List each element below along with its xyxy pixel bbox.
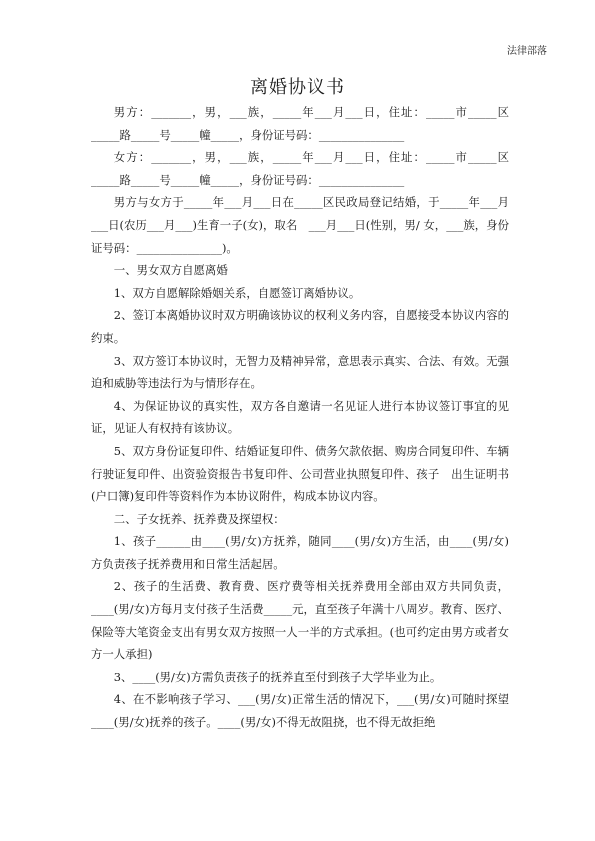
paragraph-marriage-info: 男方与女方于_____年___月___日在_____区民政局登记结婚，于_____年___月___日(农历___月___)生育一子(女)，取名 ___月___日(性别，男/ 女，___族，身份证号码：_______________)。 (91, 195, 509, 255)
section-heading-2: 二、子女抚养、抚养费及探望权： (113, 511, 285, 526)
clause-2-1: 1、孩子______由____(男/女)方抚养，随同____(男/女)方生活，由____(男/女)方负责孩子抚养费用和日常生活起居。 (91, 534, 509, 571)
clause-2-3: 3、____(男/女)方需负责孩子的抚养直至付到孩子大学毕业为止。 (113, 669, 442, 684)
clause-2-2: 2、孩子的生活费、教育费、医疗费等相关抚养费用全部由双方共同负责，____(男/女)方每月支付孩子生活费_____元，直至孩子年满十八周岁。教育、医疗、保险等大笔资金支出有男女双方按照一人一半的方式承担。(也可约定由男方或者女方一人承担) (91, 579, 509, 662)
clause-1-2: 2、签订本离婚协议时双方明确该协议的权利义务内容，自愿接受本协议内容的约束。 (91, 308, 509, 345)
paragraph-female-party: 女方：_______，男，___族，_____年___月___日，住址：_____市_____区_____路_____号_____幢_____，身份证号码：_______________ (91, 150, 509, 187)
clause-1-4: 4、为保证协议的真实性，双方各自邀请一名见证人进行本协议签订事宜的见证，见证人有权持有该协议。 (91, 398, 509, 436)
clause-1-5: 5、双方身份证复印件、结婚证复印件、债务欠款依据、购房合同复印件、车辆行驶证复印件、出资验资报告书复印件、公司营业执照复印件、孩子 出生证明书(户口簿)复印件等资料作为本协议附件，构成本协议内容。 (91, 443, 509, 504)
clause-1-1: 1、双方自愿解除婚姻关系，自愿签订离婚协议。 (113, 285, 361, 300)
section-heading-1: 一、男女双方自愿离婚 (113, 263, 228, 278)
document-body (91, 101, 509, 734)
clause-2-4: 4、在不影响孩子学习、___(男/女)正常生活的情况下，___(男/女)可随时探望____(男/女)抚养的孩子。____(男/女)不得无故阻挠，也不得无故拒绝 (91, 692, 509, 730)
clause-1-3: 3、双方签订本协议时，无智力及精神异常，意思表示真实、合法、有效。无强迫和威胁等违法行为与情形存在。 (91, 353, 509, 391)
document-title: 离婚协议书 (250, 77, 345, 98)
paragraph-male-party: 男方：_______，男，___族，_____年___月___日，住址：_____市_____区_____路_____号_____幢_____，身份证号码：_______________ (91, 105, 509, 142)
header-label: 法律部落 (507, 46, 547, 57)
